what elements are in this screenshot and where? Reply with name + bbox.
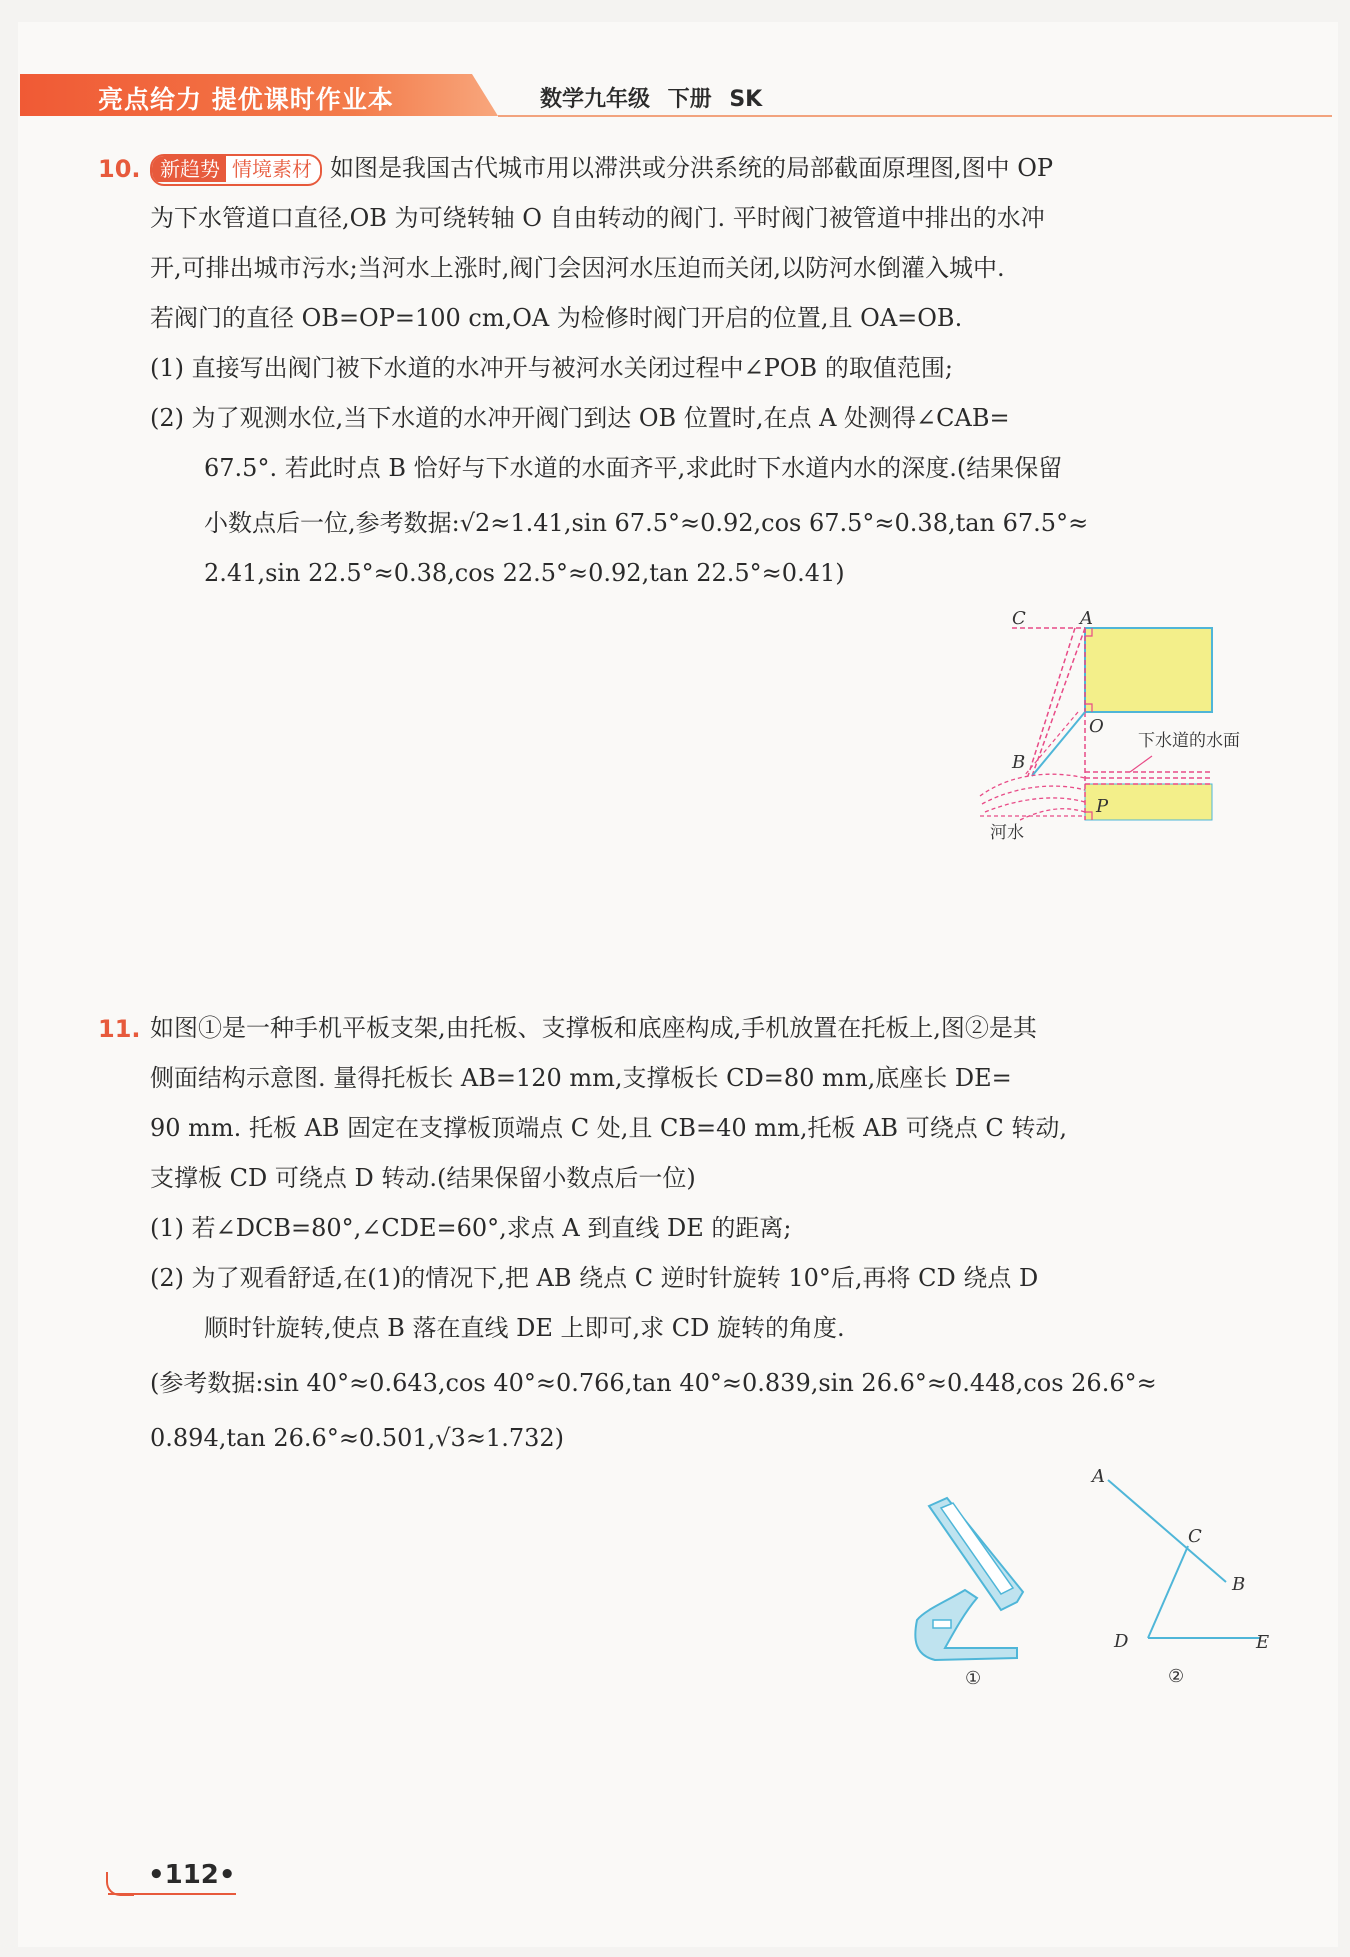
reference-data: 小数点后一位,参考数据:√2≈1.41,sin 67.5°≈0.92,cos 67.5°≈0.38,tan 67.5°≈ [204, 509, 1089, 537]
river-wave [985, 798, 1085, 812]
stand-slot [933, 1620, 951, 1628]
phone-screen [941, 1503, 1013, 1594]
subquestion-1: (1) 若∠DCB=80°,∠CDE=60°,求点 A 到直线 DE 的距离; [150, 1214, 792, 1242]
reference-data: 0.894,tan 26.6°≈0.501,√3≈1.732) [150, 1424, 564, 1452]
point-label-e: E [1256, 1632, 1270, 1653]
reference-data: (参考数据:sin 40°≈0.643,cos 40°≈0.766,tan 40°≈0.839,sin 26.6°≈0.448,cos 26.6°≈ [150, 1369, 1157, 1397]
problem-line: 侧面结构示意图. 量得托板长 AB=120 mm,支撑板长 CD=80 mm,底座长 DE= [150, 1064, 1012, 1092]
problem-line: 90 mm. 托板 AB 固定在支撑板顶端点 C 处,且 CB=40 mm,托板 AB 可绕点 C 转动, [150, 1114, 1067, 1142]
point-label-a: A [1080, 608, 1093, 629]
segment-cd [1148, 1546, 1188, 1638]
problem-line: 顺时针旋转,使点 B 落在直线 DE 上即可,求 CD 旋转的角度. [204, 1314, 845, 1342]
point-label-p: P [1096, 796, 1109, 817]
figure-label-2: ② [1168, 1666, 1185, 1687]
river-wave [982, 786, 1085, 804]
point-label-a: A [1092, 1466, 1105, 1487]
phone-stand-illustration [905, 1490, 1045, 1690]
problem-line: 若阀门的直径 OB=OP=100 cm,OA 为检修时阀门开启的位置,且 OA=OB. [150, 304, 963, 332]
segment-ab [1032, 628, 1085, 776]
trend-badge: 新趋势 情境素材 [150, 154, 322, 186]
series-title: 亮点给力 提优课时作业本 [98, 85, 394, 114]
subquestion-2: (2) 为了观看舒适,在(1)的情况下,把 AB 绕点 C 逆时针旋转 10°后,再将 CD 绕点 D [150, 1264, 1039, 1292]
page-number: •112• [148, 1860, 236, 1890]
subquestion-1: (1) 直接写出阀门被下水道的水冲开与被河水关闭过程中∠POB 的取值范围; [150, 354, 953, 382]
problem-line: 如图①是一种手机平板支架,由托板、支撑板和底座构成,手机放置在托板上,图②是其 [150, 1014, 1037, 1042]
page-header [20, 74, 1332, 118]
problem-11 [98, 1012, 1278, 1472]
point-label-o: O [1089, 716, 1104, 737]
point-label-c: C [1012, 608, 1026, 629]
footer-rule [108, 1893, 236, 1895]
subquestion-2: (2) 为了观测水位,当下水道的水冲开阀门到达 OB 位置时,在点 A 处测得∠CAB= [150, 404, 1010, 432]
problem-line: 为下水管道口直径,OB 为可绕转轴 O 自由转动的阀门. 平时阀门被管道中排出的水冲 [150, 204, 1045, 232]
surface-pointer [1130, 756, 1152, 772]
point-label-c: C [1188, 1526, 1202, 1547]
point-label-b: B [1232, 1574, 1246, 1595]
valve-ob [1032, 712, 1085, 776]
point-label-d: D [1114, 1631, 1129, 1652]
figure-label-1: ① [965, 1668, 982, 1689]
problem-line: 67.5°. 若此时点 B 恰好与下水道的水面齐平,求此时下水道内水的深度.(结果保留 [204, 454, 1063, 482]
drain-upper-wall [1085, 628, 1212, 712]
point-label-b: B [1012, 752, 1026, 773]
problem-number: 11. [98, 1015, 141, 1043]
problem-line: 开,可排出城市污水;当河水上涨时,阀门会因河水压迫而关闭,以防河水倒灌入城中. [150, 254, 1005, 282]
reference-data: 2.41,sin 22.5°≈0.38,cos 22.5°≈0.92,tan 22.5°≈0.41) [204, 559, 845, 587]
surface-label: 下水道的水面 [1138, 731, 1240, 751]
segment-ab [1108, 1480, 1226, 1582]
river-label: 河水 [990, 823, 1024, 843]
river-wave [1020, 809, 1085, 820]
problem-number: 10. [98, 155, 141, 183]
river-wave [980, 774, 1085, 796]
stand-side-diagram [1080, 1462, 1280, 1692]
sluice-gate-diagram [960, 598, 1260, 858]
problem-line: 新趋势 情境素材 如图是我国古代城市用以滞洪或分洪系统的局部截面原理图,图中 OP [150, 152, 1053, 186]
book-subject: 数学九年级 下册 SK [540, 87, 763, 112]
header-rule [498, 115, 1332, 117]
problem-line: 支撑板 CD 可绕点 D 转动.(结果保留小数点后一位) [150, 1164, 696, 1192]
